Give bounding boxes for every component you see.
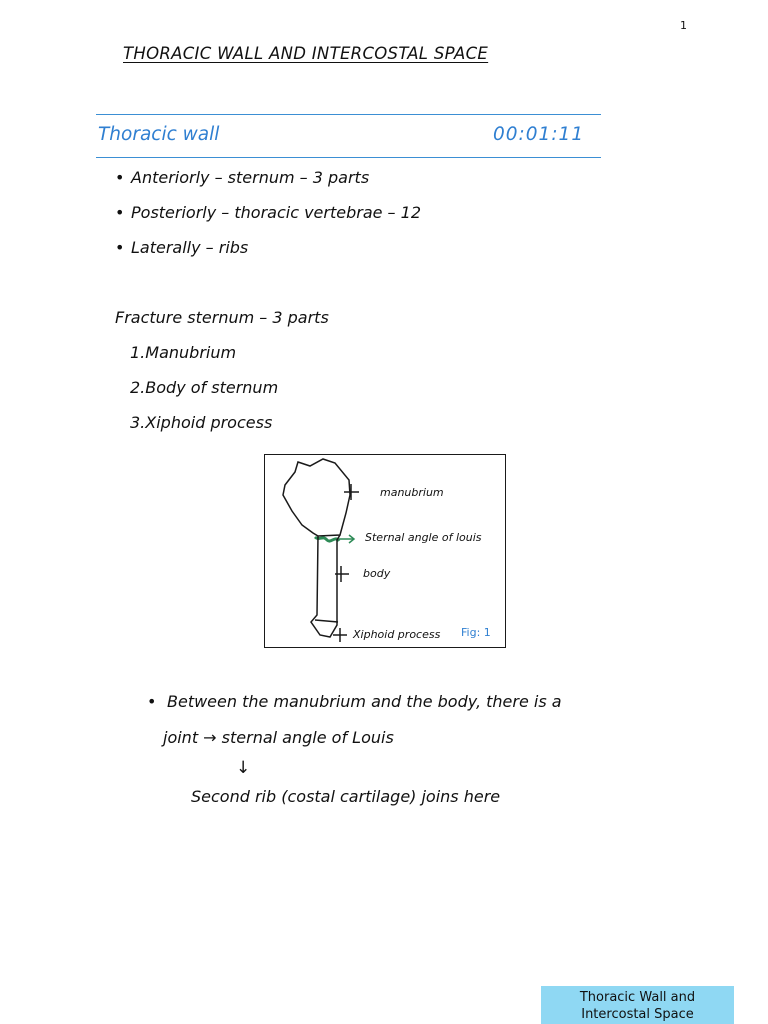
- bullet-text: Laterally – ribs: [131, 238, 249, 257]
- bullet-anteriorly: [115, 168, 369, 187]
- second-rib-note: Second rib (costal cartilage) joins here: [191, 787, 501, 806]
- joint-bullet: [147, 692, 562, 711]
- section-tab[interactable]: [541, 986, 734, 1024]
- fracture-heading: Fracture sternum – 3 parts: [115, 308, 329, 327]
- section-heading: Thoracic wall: [98, 124, 220, 145]
- joint-line-2: joint → sternal angle of Louis: [163, 728, 394, 747]
- fracture-item-xiphoid: 3.Xiphoid process: [130, 413, 273, 432]
- fracture-item-body: 2.Body of sternum: [130, 378, 279, 397]
- bullet-text: Posteriorly – thoracic vertebrae – 12: [131, 203, 421, 222]
- fracture-item-manubrium: 1.Manubrium: [130, 343, 237, 362]
- heading-rule-top: [96, 114, 601, 115]
- bullet-dot: •: [147, 692, 157, 711]
- joint-line-1: Between the manubrium and the body, there is a: [167, 692, 562, 711]
- section-tab-line-2: Intercostal Space: [581, 1007, 694, 1022]
- manubrium-outline: [283, 459, 350, 536]
- heading-rule-bottom: [96, 157, 601, 158]
- label-xiphoid: Xiphoid process: [353, 628, 441, 641]
- video-timestamp[interactable]: 00:01:11: [493, 124, 585, 145]
- bullet-dot: •: [115, 168, 125, 187]
- xiphoid-junction-line: [315, 620, 338, 622]
- bullet-text: Anteriorly – sternum – 3 parts: [131, 168, 370, 187]
- down-arrow-icon: ↓: [236, 758, 251, 778]
- bullet-laterally: [115, 238, 248, 257]
- bullet-dot: •: [115, 203, 125, 222]
- page-title: THORACIC WALL AND INTERCOSTAL SPACE: [123, 44, 489, 63]
- sternum-figure: [264, 454, 506, 648]
- label-manubrium: manubrium: [380, 486, 444, 499]
- sternum-diagram: [265, 455, 507, 649]
- page-number: 1: [680, 19, 687, 32]
- section-tab-line-1: Thoracic Wall and: [579, 990, 696, 1005]
- label-sternal-angle: Sternal angle of louis: [365, 531, 482, 544]
- label-body: body: [363, 567, 391, 580]
- bullet-dot: •: [115, 238, 125, 257]
- bullet-posteriorly: [115, 203, 421, 222]
- figure-caption: Fig: 1: [461, 626, 491, 639]
